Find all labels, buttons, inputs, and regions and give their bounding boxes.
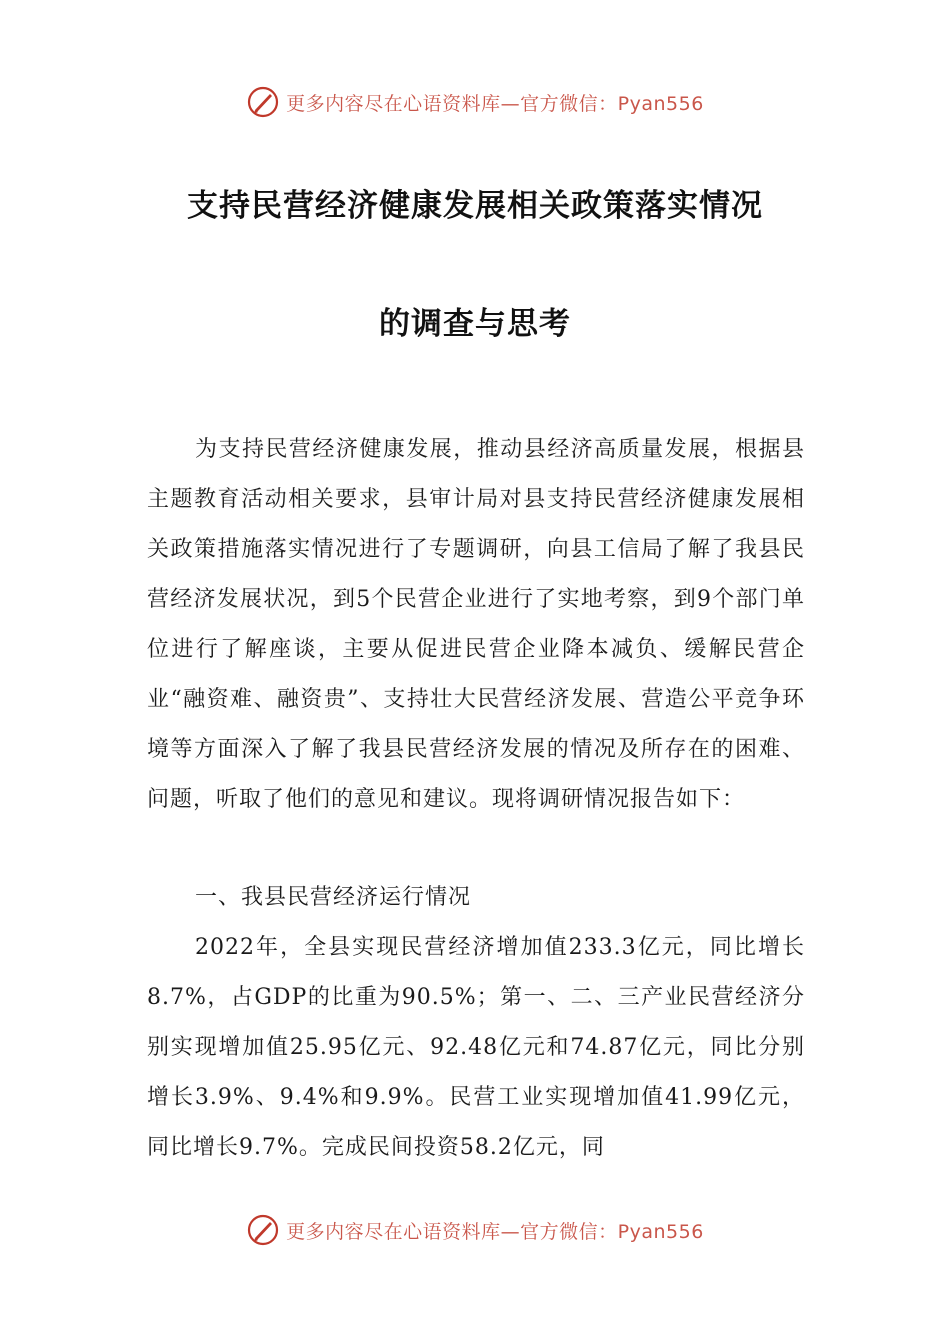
section-heading: 一、我县民营经济运行情况 <box>195 885 472 910</box>
economy-paragraph: 2022年，全县实现民营经济增加值233.3亿元，同比增长8.7%，占GDP的比重为90.5%；第一、二、三产业民营经济分别实现增加值25.95亿元、92.48亿元和74.87亿元，同比分别增长3.9%、9.4%和9.9%。民营工业实现增加值41.99亿元，同比增长9.7%。完成民间投资58.2亿元，同 <box>147 935 805 1160</box>
watermark-banner-bottom <box>0 1210 950 1250</box>
watermark-banner-top <box>0 82 950 122</box>
quill-logo-icon <box>246 1213 280 1247</box>
watermark-text: 更多内容尽在心语资料库—官方微信：Pyan556 <box>286 92 704 115</box>
document-title-line-1: 支持民营经济健康发展相关政策落实情况 <box>187 188 763 224</box>
watermark-text: 更多内容尽在心语资料库—官方微信：Pyan556 <box>286 1220 704 1243</box>
document-title-line-2: 的调查与思考 <box>379 306 571 342</box>
quill-logo-icon <box>246 85 280 119</box>
intro-paragraph: 为支持民营经济健康发展，推动县经济高质量发展，根据县主题教育活动相关要求，县审计局对县支持民营经济健康发展相关政策措施落实情况进行了专题调研，向县工信局了解了我县民营经济发展状况，到5个民营企业进行了实地考察，到9个部门单位进行了解座谈，主要从促进民营企业降本减负、缓解民营企业“融资难、融资贵”、支持壮大民营经济发展、营造公平竞争环境等方面深入了解了我县民营经济发展的情况及所存在的困难、问题，听取了他们的意见和建议。现将调研情况报告如下： <box>147 437 805 812</box>
